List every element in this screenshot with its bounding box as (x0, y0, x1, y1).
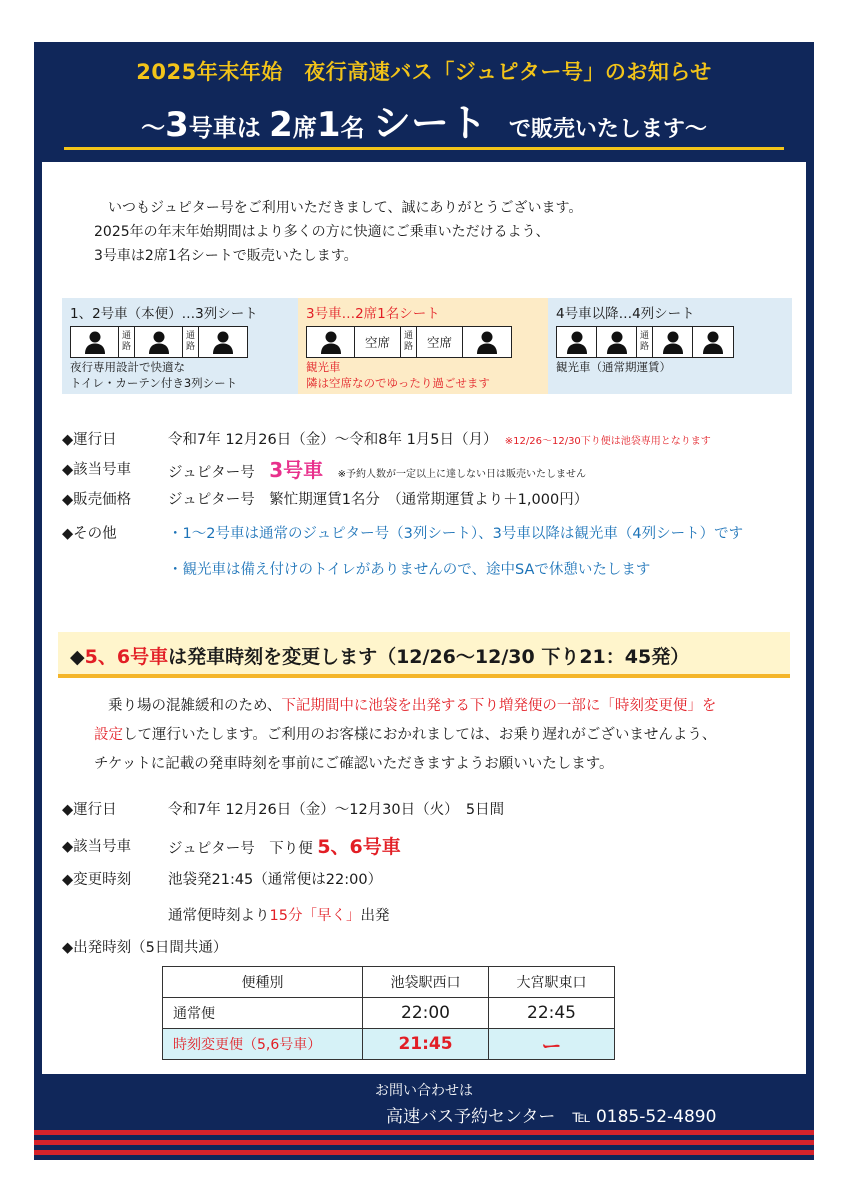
notice-frame (34, 42, 814, 1160)
person-icon (597, 327, 637, 357)
person-icon (653, 327, 693, 357)
aisle: 通 路 (183, 327, 199, 357)
content-panel: いつもジュピター号をご利用いただきまして、誠にありがとうございます。 2025年の年末年始期間はより多くの方に快適にご乗車いただけるよう、 3号車は2席1名シートで販売いたします。 1、2号車（本便）…3列シート 通 路 通 路 夜行専用設計で快適な トイレ・カーテン付き3列シート 3号車…2席1名シート 空席 通 路 空席 観光車 隣は空席なのでゆったり過ごせます 4号車以降…4列シート 通 路 観光車（通常期運賃） ◆運行日 令和7年 12月26日（金）～令和8年 1月5日（月） ※12/26～12/30下り便は池袋専用となります ◆該当号車 ジュピター号 3号車 ※予約人数が一定以上に達しない日は販売いたしません ◆販売価格 ジュピター号 繁忙期運賃1名分 （通常期運賃より＋1,000円） ◆その他 ・1～2号車は通常のジュピター号（3列シート）、3号車以降は観光車（4列シート）です ・観光車は備え付けのトイレがありませんので、途中SAで休憩いたします ◆5、6号車は発車時刻を変更します（12/26～12/30 下り21：45発） 乗り場の混雑緩和のため、下記期間中に池袋を出発する下り増発便の一部に「時刻変更便」を 設定して運行いたします。ご利用のお客様におかれましては、お乗り遅れがございませんよう、 チケットに記載の発車時刻を事前にご確認いただきますようお願いいたします。 ◆運行日 令和7年 12月26日（金）～12月30日（火） 5日間 ◆該当号車 ジュピター号 下り便 5、6号車 ◆変更時刻 池袋発21:45（通常便は22:00） 通常便時刻より15分「早く」出発 ◆出発時刻（5日間共通） 便種別 池袋駅西口 大宮駅東口 通常便 22:00 22:45 時刻変更便（5,6号車） 21:45 ー (42, 162, 806, 1074)
person-icon (693, 327, 733, 357)
title-line1: 2025年末年始 夜行高速バス「ジュピター号」のお知らせ (136, 60, 712, 84)
footer-stripe (34, 1150, 814, 1155)
seat-group-2-seat-1-person: 3号車…2席1名シート 空席 通 路 空席 観光車 隣は空席なのでゆったり過ごせます (298, 298, 548, 394)
footer-stripe (34, 1140, 814, 1145)
title-underline (64, 147, 784, 150)
footer-stripe (34, 1130, 814, 1135)
person-icon (463, 327, 511, 357)
empty-seat: 空席 (355, 327, 401, 357)
person-icon (307, 327, 355, 357)
empty-seat: 空席 (417, 327, 463, 357)
aisle: 通 路 (637, 327, 653, 357)
table-row-highlighted: 時刻変更便（5,6号車） 21:45 ー (163, 1029, 615, 1060)
contact-heading: お問い合わせは (375, 1083, 473, 1099)
table-header-row: 便種別 池袋駅西口 大宮駅東口 (163, 967, 615, 998)
schedule-change-banner: ◆5、6号車は発車時刻を変更します（12/26～12/30 下り21：45発） (58, 632, 790, 678)
person-icon (71, 327, 119, 357)
title-line2: ～3号車は 2席1名 シート で販売いたします～ (141, 101, 707, 145)
person-icon (199, 327, 247, 357)
intro-text: いつもジュピター号をご利用いただきまして、誠にありがとうございます。 2025年の年末年始期間はより多くの方に快適にご乗車いただけるよう、 3号車は2席1名シートで販売いたします。 (94, 200, 583, 264)
seat-row (306, 326, 512, 358)
departure-timetable (162, 966, 615, 1060)
person-icon (135, 327, 183, 357)
table-row: 通常便 22:00 22:45 (163, 998, 615, 1029)
seat-group-3-row: 1、2号車（本便）…3列シート 通 路 通 路 夜行専用設計で快適な トイレ・カーテン付き3列シート (62, 298, 298, 394)
seat-row (70, 326, 248, 358)
seat-row (556, 326, 734, 358)
seat-layout-diagram (62, 298, 792, 394)
header (34, 42, 814, 162)
person-icon (557, 327, 597, 357)
aisle: 通 路 (119, 327, 135, 357)
footer (34, 1074, 814, 1160)
seat-group-4-row: 4号車以降…4列シート 通 路 観光車（通常期運賃） (548, 298, 792, 394)
schedule-change-text: 乗り場の混雑緩和のため、下記期間中に池袋を出発する下り増発便の一部に「時刻変更便」を 設定して運行いたします。ご利用のお客様におかれましては、お乗り遅れがございませんよう、 チケットに記載の発車時刻を事前にご確認いただきますようお願いいたします。 (94, 698, 717, 772)
contact-phone: 高速バス予約センター ℡ 0185-52-4890 (386, 1107, 717, 1127)
aisle: 通 路 (401, 327, 417, 357)
